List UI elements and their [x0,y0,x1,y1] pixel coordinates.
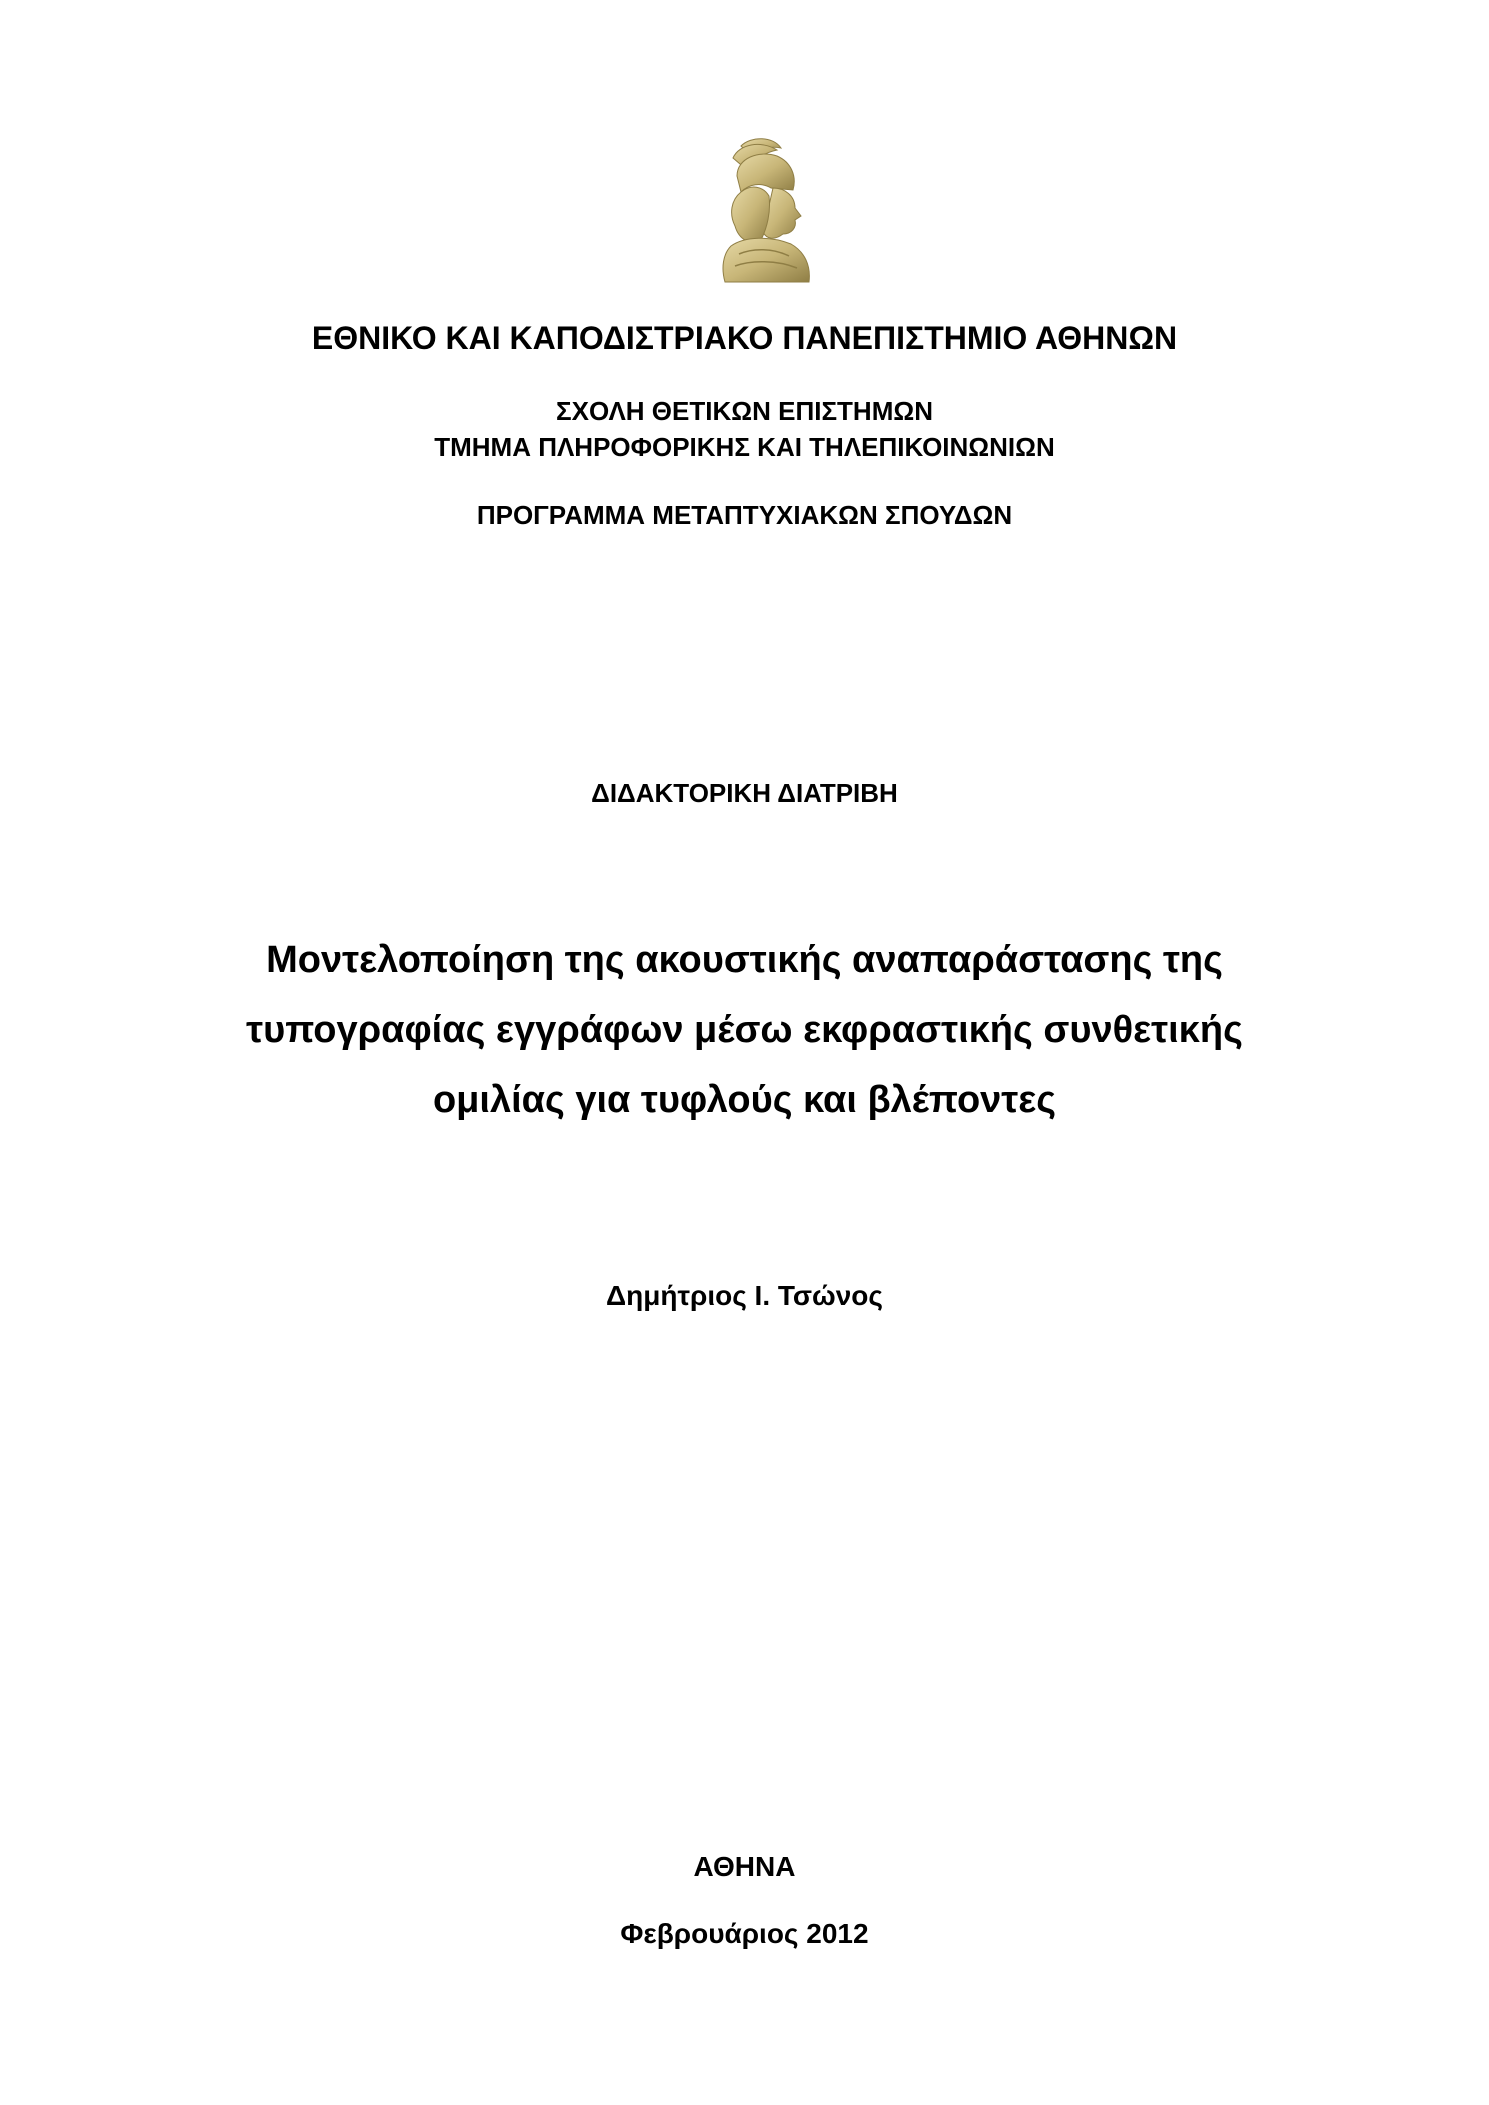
publication-date: Φεβρουάριος 2012 [620,1918,869,1949]
program-name: ΠΡΟΓΡΑΜΜΑ ΜΕΤΑΠΤΥΧΙΑΚΩΝ ΣΠΟΥΔΩΝ [476,500,1013,530]
university-name: ΕΘΝΙΚΟ ΚΑΙ ΚΑΠΟΔΙΣΤΡΙΑΚΟ ΠΑΝΕΠΙΣΤΗΜΙΟ ΑΘΗΝΩΝ [311,320,1178,356]
city: ΑΘΗΝΑ [693,1851,796,1882]
thesis-title-line: Μοντελοποίηση της ακουστικής αναπαράστασης της [266,939,1223,981]
department-name: ΤΜΗΜΑ ΠΛΗΡΟΦΟΡΙΚΗΣ ΚΑΙ ΤΗΛΕΠΙΚΟΙΝΩΝΙΩΝ [434,432,1055,462]
thesis-title-line: τυπογραφίας εγγράφων μέσω εκφραστικής συνθετικής [246,1009,1243,1051]
school-name: ΣΧΟΛΗ ΘΕΤΙΚΩΝ ΕΠΙΣΤΗΜΩΝ [556,396,933,426]
athena-head-icon [711,136,821,286]
thesis-title-line: ομιλίας για τυφλούς και βλέποντες [432,1079,1057,1121]
author-name: Δημήτριος Ι. Τσώνος [606,1280,883,1311]
thesis-title [0,925,1489,1135]
document-type: ΔΙΔΑΚΤΟΡΙΚΗ ΔΙΑΤΡΙΒΗ [591,778,898,808]
